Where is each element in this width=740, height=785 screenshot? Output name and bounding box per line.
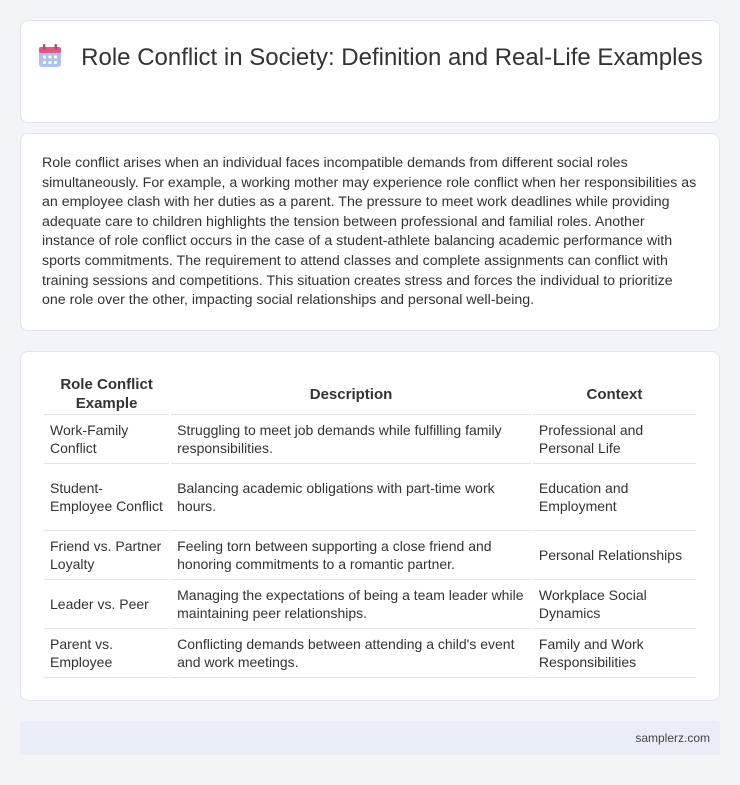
cell-context: Family and Work Responsibilities [533, 629, 696, 678]
cell-example: Parent vs. Employee [44, 629, 169, 678]
cell-context: Personal Relationships [533, 531, 696, 580]
page-title-text: Role Conflict in Society: Definition and Real-Life Examples [81, 44, 703, 71]
footer-site-link[interactable]: samplerz.com [635, 731, 710, 745]
title-card [20, 20, 720, 123]
table-row [44, 580, 696, 629]
cell-description: Feeling torn between supporting a close friend and honoring commitments to a romantic partner. [171, 531, 531, 580]
column-header-context: Context [533, 374, 696, 415]
cell-example: Friend vs. Partner Loyalty [44, 531, 169, 580]
calendar-icon [37, 43, 63, 69]
cell-example: Student-Employee Conflict [44, 464, 169, 531]
cell-description: Balancing academic obligations with part-time work hours. [171, 464, 531, 531]
table-row [44, 464, 696, 531]
cell-context: Workplace Social Dynamics [533, 580, 696, 629]
cell-context: Education and Employment [533, 464, 696, 531]
table-row [44, 629, 696, 678]
table-row [44, 531, 696, 580]
cell-example: Leader vs. Peer [44, 580, 169, 629]
table-row [44, 415, 696, 464]
description-text: Role conflict arises when an individual faces incompatible demands from different social roles simultaneously. For example, a working mother may experience role conflict when her responsibilities as an employee clash with her duties as a parent. The pressure to meet work deadlines while providing adequate care to children highlights the tension between professional and familial roles. Another instance of role conflict occurs in the case of a student-athlete balancing academic performance with sports commitments. The requirement to attend classes and complete assignments can conflict with training sessions and competitions. This situation creates stress and forces the individual to prioritize one role over the other, impacting social relationships and personal well-being. [42, 155, 697, 309]
description-card [20, 133, 720, 331]
page-title [21, 43, 719, 73]
footer-bar [20, 721, 720, 755]
column-header-example: Role Conflict Example [44, 374, 169, 415]
column-header-description: Description [171, 374, 531, 415]
table-card [20, 351, 720, 701]
cell-context: Professional and Personal Life [533, 415, 696, 464]
role-conflict-table [42, 374, 698, 678]
cell-description: Struggling to meet job demands while fulfilling family responsibilities. [171, 415, 531, 464]
cell-description: Managing the expectations of being a team leader while maintaining peer relationships. [171, 580, 531, 629]
cell-description: Conflicting demands between attending a child's event and work meetings. [171, 629, 531, 678]
table-header-row [44, 374, 696, 415]
cell-example: Work-Family Conflict [44, 415, 169, 464]
